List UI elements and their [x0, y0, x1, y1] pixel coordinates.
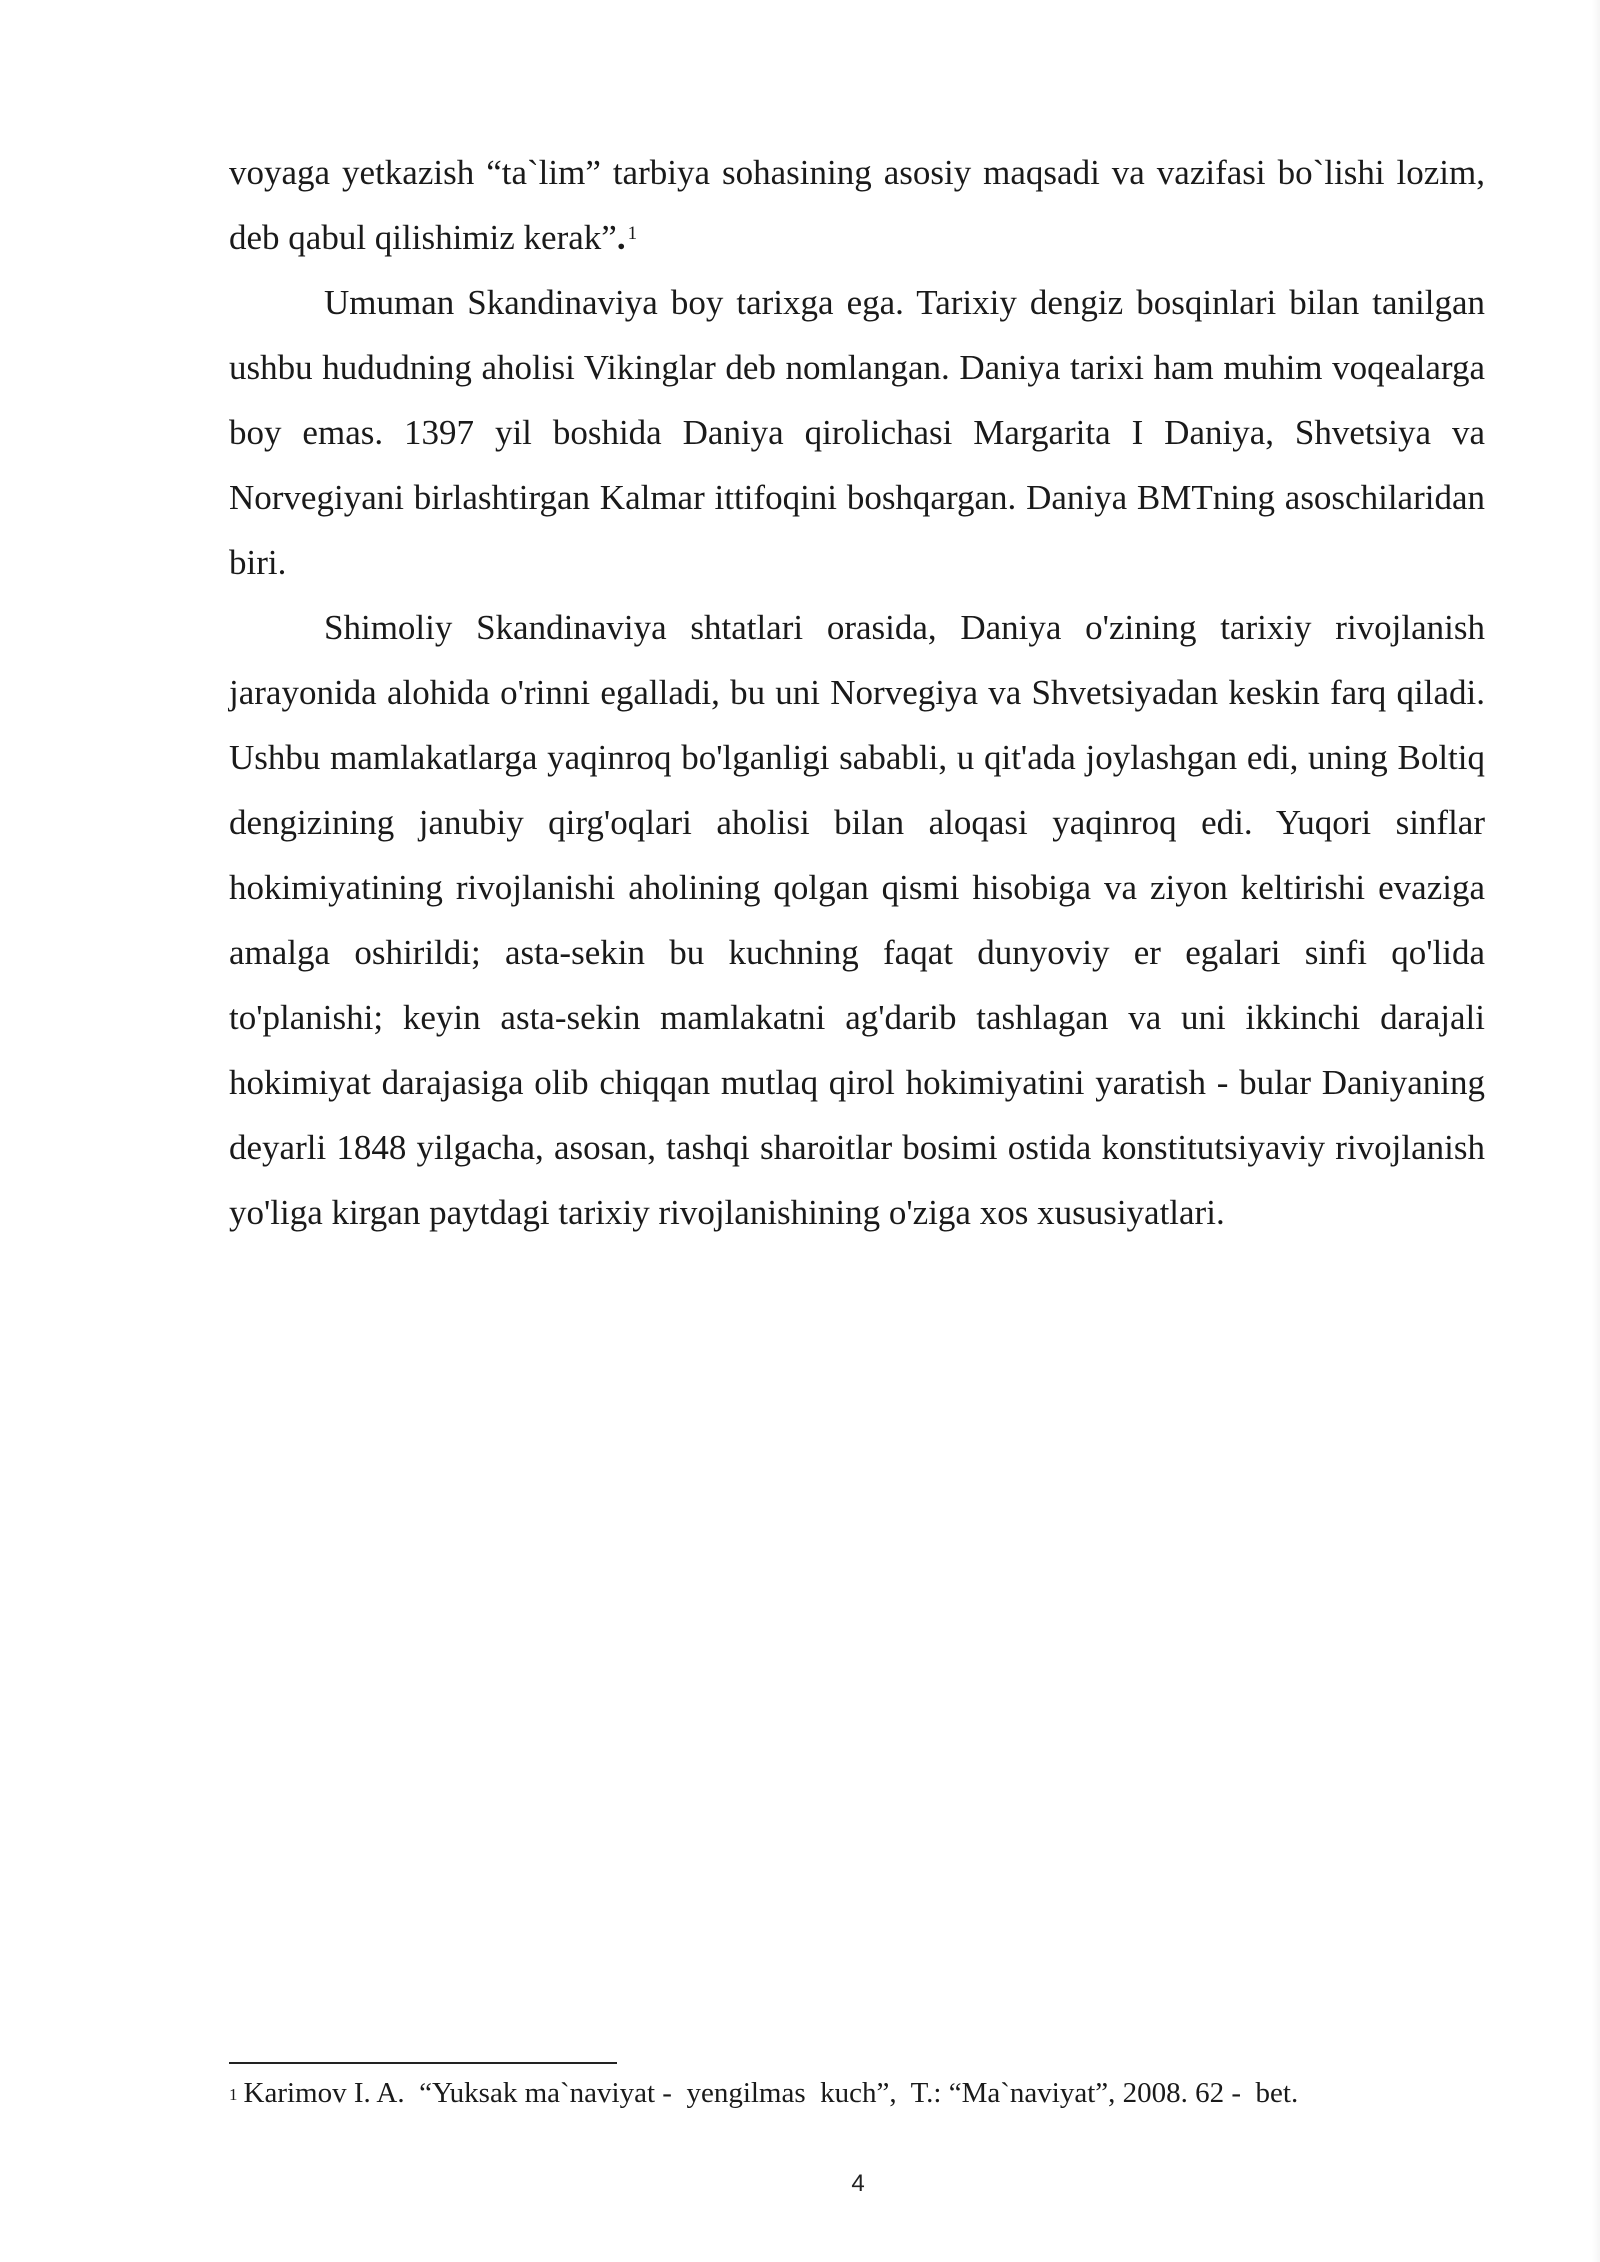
paragraph-denmark-development: Shimoliy Skandinaviya shtatlari orasida, Daniya o'zining tarixiy rivojlanish jarayonida alohida o'rinni egalladi, bu uni Norvegiya va Shvetsiyadan keskin farq qiladi. Ushbu mamlakatlarga yaqinroq bo'lganligi sababli, u qit'ada joylashgan edi, uning Boltiq dengizining janubiy qirg'oqlari aholisi bilan aloqasi yaqinroq edi. Yuqori sinflar hokimiyatining rivojlanishi aholining qolgan qismi hisobiga va ziyon keltirishi evaziga amalga oshirildi; asta-sekin bu kuchning faqat dunyoviy er egalari sinfi qo'lida to'planishi; keyin asta-sekin mamlakatni ag'darib tashlagan va uni ikkinchi darajali hokimiyat darajasiga olib chiqqan mutlaq qirol hokimiyatini yaratish - bular Daniyaning deyarli 1848 yilgacha, asosan, tashqi sharoitlar bosimi ostida konstitutsiyaviy rivojlanish yo'liga kirgan paytdagi tarixiy rivojlanishining o'ziga xos xususiyatlari. [229, 608, 1485, 1232]
paragraph-scandinavia-history: Umuman Skandinaviya boy tarixga ega. Tarixiy dengiz bosqinlari bilan tanilgan ushbu hududning aholisi Vikinglar deb nomlangan. Daniya tarixi ham muhim voqealarga boy emas. 1397 yil boshida Daniya qirolichasi Margarita I Daniya, Shvetsiya va Norvegiyani birlashtirgan Kalmar ittifoqini boshqargan. Daniya BMTning asoschilaridan biri. [229, 283, 1485, 582]
footnote-number: 1 [229, 2085, 238, 2104]
footnote [229, 2074, 1485, 2112]
footnote-text: Karimov I. A. “Yuksak ma`naviyat - yengilmas kuch”, T.: “Ma`naviyat”, 2008. 62 - bet. [243, 2077, 1299, 2109]
closing-period: . [616, 218, 626, 257]
paragraph-text: voyaga yetkazish “ta`lim” tarbiya sohasining asosiy maqsadi va vazifasi bo`lishi lozim, deb qabul qilishimiz kerak” [229, 153, 1485, 257]
body-text [229, 140, 1485, 1245]
footnote-separator [229, 2062, 617, 2064]
page-number: 4 [851, 2170, 865, 2197]
paragraph-continuation [229, 140, 1485, 270]
footnote-reference[interactable]: 1 [627, 223, 638, 244]
page-edge-shadow [1592, 0, 1600, 2262]
